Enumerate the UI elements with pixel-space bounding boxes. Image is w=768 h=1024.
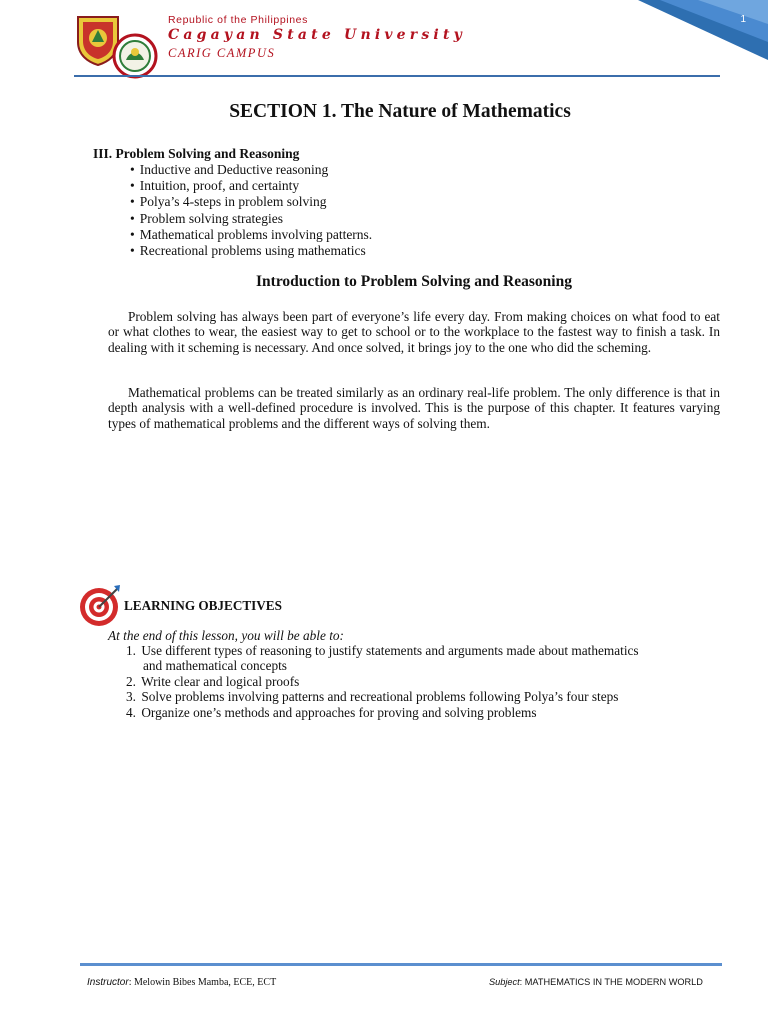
intro-paragraph-1-text: Problem solving has always been part of everyone’s life every day. From making choices on what food to eat or what clothes to wear, the easiest way to get to school or to the workplace to the fastest way to finish a task. In dealing with it scheming is necessary. And once solved, it brings joy to the one who did the scheming.	[108, 309, 720, 355]
objectives-title: LEARNING OBJECTIVES	[124, 598, 282, 613]
intro-title: Introduction to Problem Solving and Reasoning	[256, 273, 572, 290]
objective-item	[126, 674, 726, 689]
objective-text-continued: and mathematical concepts	[143, 658, 287, 674]
outline-item: • Intuition, proof, and certainty	[130, 178, 372, 194]
republic-label: Republic of the Philippines	[168, 14, 308, 26]
university-name: Cagayan State University	[168, 27, 466, 43]
outline-item: • Polya’s 4-steps in problem solving	[130, 194, 372, 210]
subject-label: Subject	[489, 977, 520, 987]
outline-item: • Inductive and Deductive reasoning	[130, 162, 372, 178]
header-divider	[74, 75, 720, 77]
instructor-name: Melowin Bibes Mamba, ECE, ECT	[133, 977, 277, 988]
footer-instructor: Instructor: Melowin Bibes Mamba, ECE, ECT	[87, 977, 277, 988]
outline-item: • Mathematical problems involving patterns.	[130, 227, 372, 243]
target-icon	[78, 584, 122, 628]
objective-number: 4.	[126, 704, 136, 720]
outline-item: • Problem solving strategies	[130, 211, 372, 227]
outline-item: • Recreational problems using mathematics	[130, 243, 372, 259]
campus-seal-icon	[112, 33, 158, 79]
objective-item	[126, 689, 726, 704]
objective-number: 2.	[126, 673, 136, 689]
objective-text: Organize one’s methods and approaches for proving and solving problems	[141, 704, 537, 720]
objective-text: Solve problems involving patterns and recreational problems following Polya’s four steps	[141, 689, 619, 705]
section-title: SECTION 1. The Nature of Mathematics	[229, 101, 571, 122]
intro-paragraph-2	[108, 385, 720, 431]
objective-text: Use different types of reasoning to justify statements and arguments made about mathematics	[141, 643, 639, 658]
intro-paragraph-2-text: Mathematical problems can be treated similarly as an ordinary real-life problem. The only difference is that in depth analysis with a well-defined procedure is involved. This is the purpose of this chapter. It features varying types of mathematical problems and the different ways of solving them.	[108, 385, 720, 431]
objective-number: 1.	[126, 643, 136, 658]
subject-name: MATHEMATICS IN THE MODERN WORLD	[524, 977, 703, 987]
objective-item	[126, 705, 726, 720]
outline-heading: III. Problem Solving and Reasoning	[93, 146, 300, 161]
corner-decoration	[638, 0, 768, 60]
objective-text: Write clear and logical proofs	[141, 673, 300, 689]
objective-item	[126, 643, 726, 674]
footer-subject: Subject: MATHEMATICS IN THE MODERN WORLD	[489, 977, 703, 987]
objectives-lead: At the end of this lesson, you will be able to:	[108, 628, 344, 643]
objectives-list	[126, 643, 726, 720]
instructor-label: Instructor	[87, 977, 129, 988]
objective-number: 3.	[126, 689, 136, 705]
page-number: 1	[740, 14, 746, 25]
campus-name: CARIG CAMPUS	[168, 46, 276, 60]
outline-list	[130, 162, 372, 259]
intro-paragraph-1	[108, 309, 720, 355]
footer-divider	[80, 963, 722, 966]
